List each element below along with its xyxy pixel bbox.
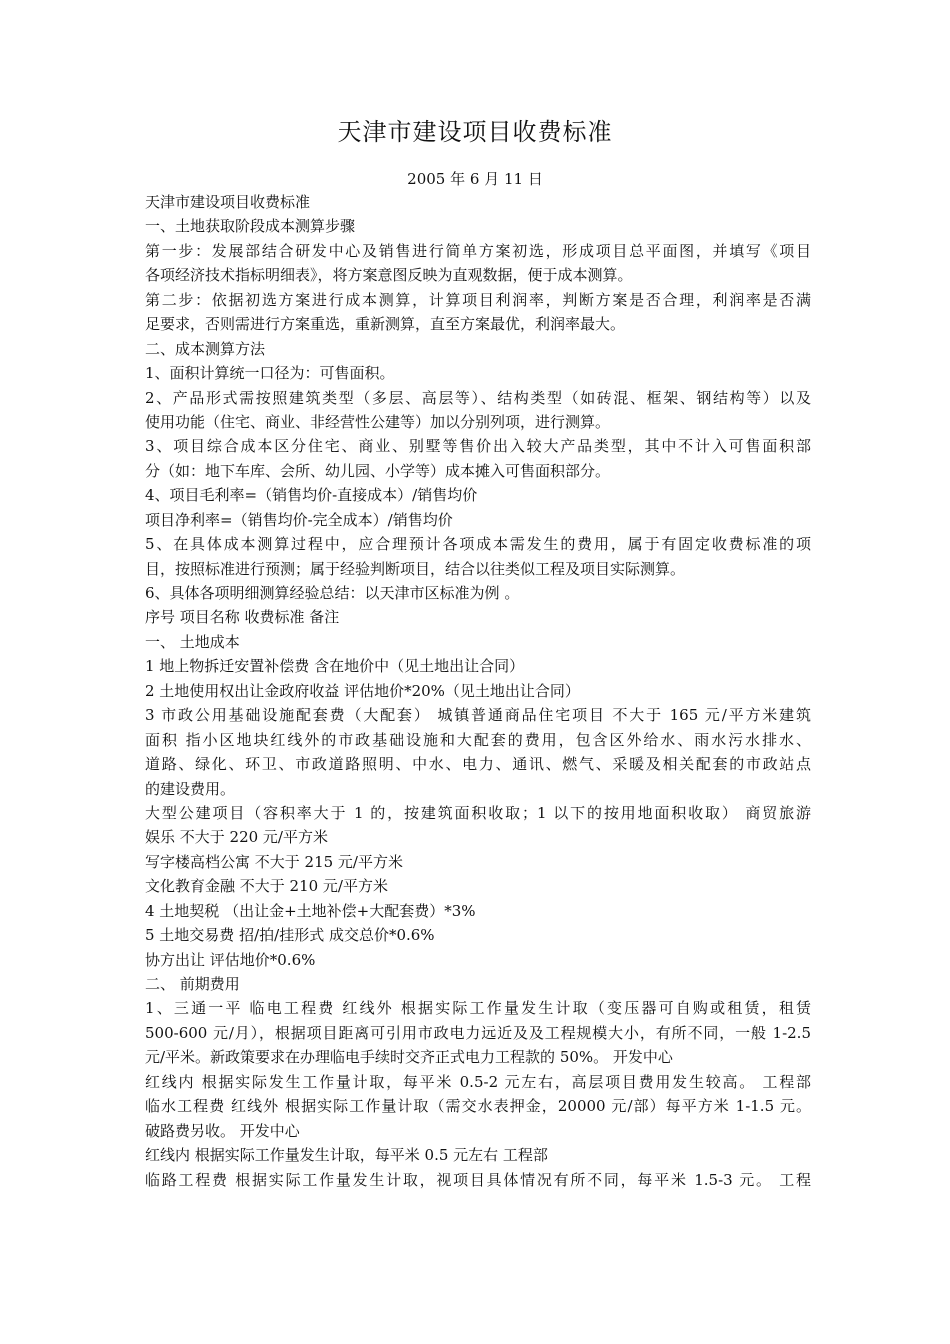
- text-line: 元/平米。新政策要求在办理临电手续时交齐正式电力工程款的 50%。 开发中心: [145, 1048, 673, 1067]
- text-line: 目，按照标准进行预测；属于经验判断项目，结合以往类似工程及项目实际测算。: [145, 559, 686, 578]
- text-line: 使用功能（住宅、商业、非经营性公建等）加以分别列项，进行测算。: [145, 412, 611, 431]
- text-line: 红线内 根据实际工作量发生计取，每平米 0.5 元左右 工程部: [145, 1146, 548, 1165]
- text-line: 1 地上物拆迁安置补偿费 含在地价中（见土地出让合同）: [145, 657, 525, 676]
- text-line: 第一步：发展部结合研发中心及销售进行简单方案初选，形成项目总平面图，并填写《项目: [145, 241, 811, 260]
- text-line: 第二步：依据初选方案进行成本测算，计算项目利润率，判断方案是否合理，利润率是否满: [145, 290, 811, 309]
- text-line: 二、成本测算方法: [145, 339, 266, 358]
- document-title: 天津市建设项目收费标准: [337, 118, 613, 146]
- text-line: 红线内 根据实际发生工作量计取，每平米 0.5-2 元左右，高层项目费用发生较高。 工程部: [145, 1072, 811, 1091]
- text-line: 破路费另收。 开发中心: [145, 1121, 300, 1140]
- text-line: 道路、绿化、环卫、市政道路照明、中水、电力、通讯、燃气、采暖及相关配套的市政站点: [145, 755, 811, 774]
- text-line: 4 土地契税 （出让金+土地补偿+大配套费）*3%: [145, 901, 476, 920]
- text-line: 文化教育金融 不大于 210 元/平方米: [145, 877, 388, 896]
- text-line: 5、在具体成本测算过程中，应合理预计各项成本需发生的费用，属于有固定收费标准的项: [145, 535, 811, 554]
- text-line: 二、 前期费用: [145, 975, 240, 993]
- text-line: 临路工程费 根据实际工作量发生计取，视项目具体情况有所不同，每平米 1.5-3 元。 工程: [145, 1170, 811, 1189]
- text-line: 一、 土地成本: [145, 632, 240, 651]
- text-line: 5 土地交易费 招/拍/挂形式 成交总价*0.6%: [145, 926, 435, 945]
- text-line: 分（如：地下车库、会所、幼儿园、小学等）成本摊入可售面积部分。: [145, 461, 611, 480]
- text-line: 6、具体各项明细测算经验总结：以天津市区标准为例 。: [145, 584, 520, 602]
- text-line: 500-600 元/月），根据项目距离可引用市政电力远近及及工程规模大小，有所不同，一般 1-2.5: [145, 1023, 811, 1042]
- text-line: 1、面积计算统一口径为：可售面积。: [145, 364, 395, 383]
- document-date: 2005 年 6 月 11 日: [407, 170, 543, 188]
- text-line: 面积 指小区地块红线外的市政基础设施和大配套的费用，包含区外给水、雨水污水排水、: [145, 730, 811, 749]
- text-line: 天津市建设项目收费标准: [145, 193, 311, 211]
- text-line: 3、项目综合成本区分住宅、商业、别墅等售价出入较大产品类型，其中不计入可售面积部: [145, 437, 811, 456]
- text-line: 娱乐 不大于 220 元/平方米: [145, 828, 328, 847]
- text-line: 各项经济技术指标明细表》，将方案意图反映为直观数据，便于成本测算。: [145, 266, 633, 285]
- document-body: [145, 190, 811, 1192]
- text-line: 3 市政公用基础设施配套费（大配套） 城镇普通商品住宅项目 不大于 165 元/平方米建筑: [145, 706, 811, 725]
- text-line: 写字楼高档公寓 不大于 215 元/平方米: [145, 852, 403, 871]
- text-line: 一、土地获取阶段成本测算步骤: [145, 217, 356, 236]
- text-line: 足要求，否则需进行方案重选，重新测算，直至方案最优，利润率最大。: [145, 315, 626, 334]
- text-line: 1、三通一平 临电工程费 红线外 根据实际工作量发生计取（变压器可自购或租赁，租赁: [145, 999, 811, 1018]
- text-line: 临水工程费 红线外 根据实际工作量计取（需交水表押金，20000 元/部）每平方米 1-1.5 元。: [145, 1097, 811, 1116]
- text-line: 协方出让 评估地价*0.6%: [145, 950, 316, 969]
- text-line: 大型公建项目（容积率大于 1 的，按建筑面积收取；1 以下的按用地面积收取） 商贸旅游: [145, 803, 811, 822]
- text-line: 2、产品形式需按照建筑类型（多层、高层等）、结构类型（如砖混、框架、钢结构等）以及: [145, 388, 811, 407]
- text-line: 4、项目毛利率=（销售均价-直接成本）/销售均价: [145, 486, 478, 505]
- text-line: 项目净利率=（销售均价-完全成本）/销售均价: [145, 510, 453, 529]
- text-line: 的建设费用。: [145, 779, 236, 798]
- text-line: 2 土地使用权出让金政府收益 评估地价*20%（见土地出让合同）: [145, 681, 580, 700]
- text-line: 序号 项目名称 收费标准 备注: [145, 608, 340, 627]
